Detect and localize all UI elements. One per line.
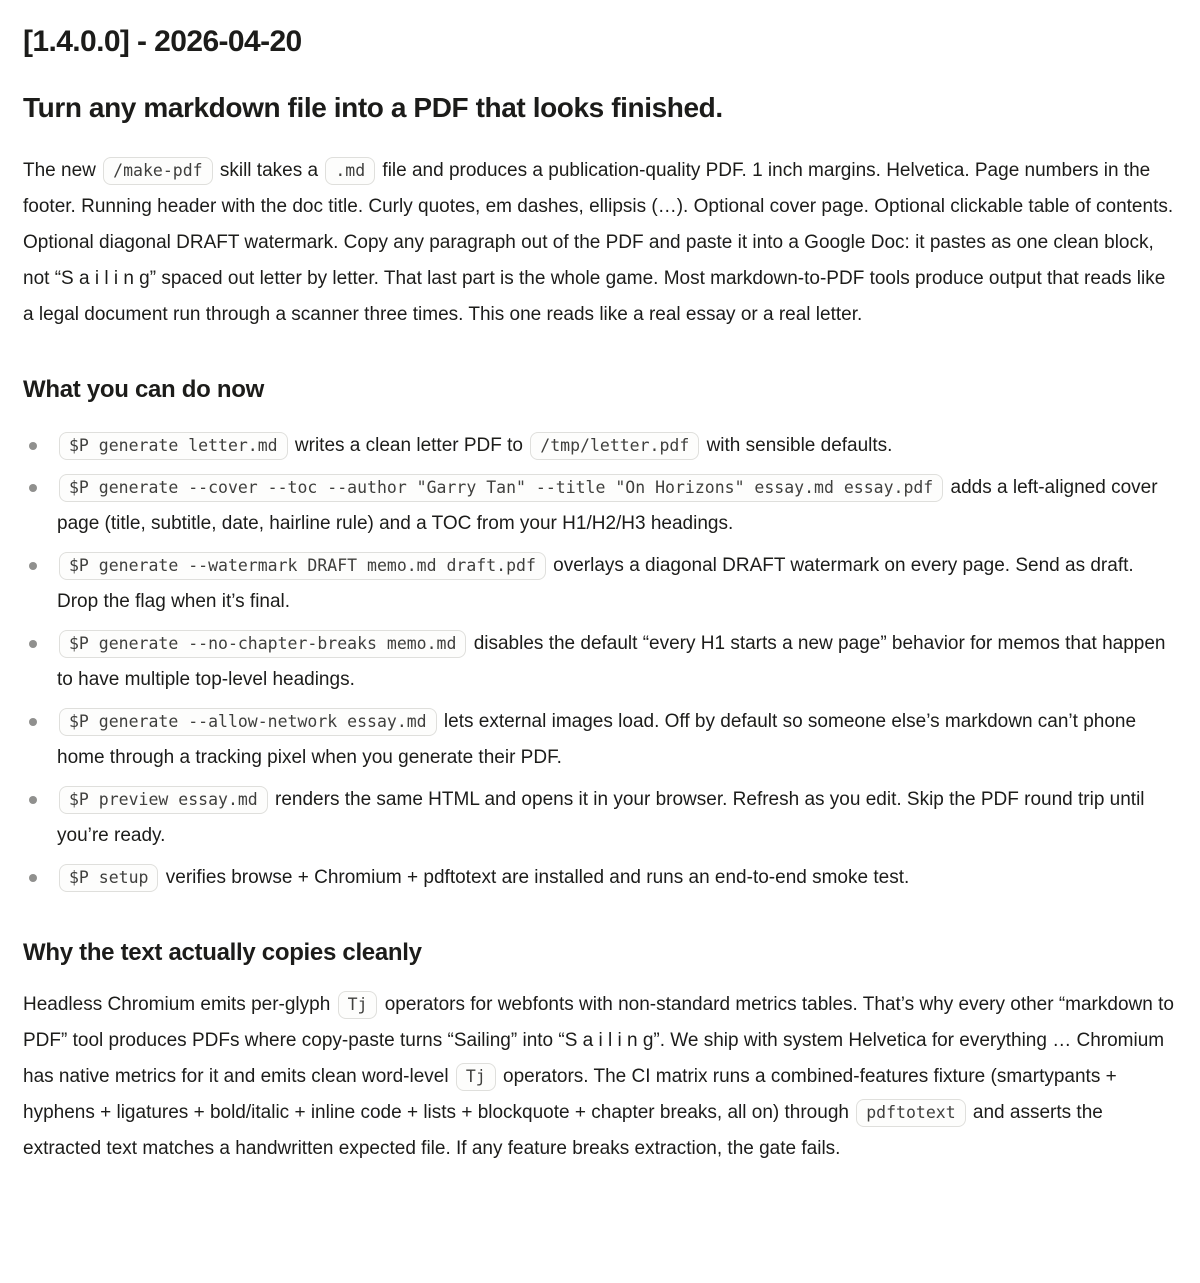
section-heading-why-the-text-copies-cleanly: Why the text actually copies cleanly [23,939,422,966]
inline-code: Tj [338,991,378,1019]
inline-code: /make-pdf [103,157,212,185]
inline-code: $P generate --no-chapter-breaks memo.md [59,630,466,658]
feature-list-item: $P setup verifies browse + Chromium + pdftotext are installed and runs an end-to-end smoke test. [23,860,1176,896]
inline-code: $P generate letter.md [59,432,288,460]
feature-list-item: $P generate --watermark DRAFT memo.md draft.pdf overlays a diagonal DRAFT watermark on every page. Send as draft. Drop the flag when it’s final. [23,548,1176,620]
feature-list-item: $P preview essay.md renders the same HTML and opens it in your browser. Refresh as you edit. Skip the PDF round trip until you’re ready. [23,782,1176,854]
inline-code: pdftotext [856,1099,965,1127]
inline-code: $P generate --allow-network essay.md [59,708,437,736]
inline-code: Tj [456,1063,496,1091]
feature-list-item: $P generate --cover --toc --author "Garry Tan" --title "On Horizons" essay.md essay.pdf adds a left-aligned cover page (title, subtitle, date, hairline rule) and a TOC from your H1/H2/H3 headings. [23,470,1176,542]
inline-code: $P generate --watermark DRAFT memo.md draft.pdf [59,552,546,580]
feature-list-item: $P generate --no-chapter-breaks memo.md disables the default “every H1 starts a new page” behavior for memos that happen to have multiple top-level headings. [23,626,1176,698]
copy-cleanly-paragraph: Headless Chromium emits per-glyph Tj operators for webfonts with non-standard metrics tables. That’s why every other “markdown to PDF” tool produces PDFs where copy-paste turns “Sailing” into “S a i l i n g”. We ship with system Helvetica for everything … Chromium has native metrics for it and emits clean word-level Tj operators. The CI matrix runs a combined-features fixture (smartypants + hyphens + ligatures + bold/italic + inline code + lists + blockquote + chapter breaks, all on) through pdftotext and asserts the extracted text matches a handwritten expected file. If any feature breaks extraction, the gate fails. [23,987,1176,1167]
inline-code: $P generate --cover --toc --author "Garry Tan" --title "On Horizons" essay.md essay.pdf [59,474,943,502]
feature-list-item: $P generate --allow-network essay.md lets external images load. Off by default so someone else’s markdown can’t phone home through a tracking pixel when you generate their PDF. [23,704,1176,776]
inline-code: $P preview essay.md [59,786,268,814]
release-headline: Turn any markdown file into a PDF that looks finished. [23,92,723,123]
feature-list-item: $P generate letter.md writes a clean letter PDF to /tmp/letter.pdf with sensible defaults. [23,428,1176,464]
release-intro-paragraph: The new /make-pdf skill takes a .md file and produces a publication-quality PDF. 1 inch margins. Helvetica. Page numbers in the footer. Running header with the doc title. Curly quotes, em dashes, ellipsis (…). Optional cover page. Optional clickable table of contents. Optional diagonal DRAFT watermark. Copy any paragraph out of the PDF and paste it into a Google Doc: it pastes as one clean block, not “S a i l i n g” spaced out letter by letter. That last part is the whole game. Most markdown-to-PDF tools produce output that reads like a legal document run through a scanner three times. This one reads like a real essay or a real letter. [23,153,1176,333]
inline-code: /tmp/letter.pdf [530,432,699,460]
release-version-heading: [1.4.0.0] - 2026-04-20 [23,25,302,58]
inline-code: $P setup [59,864,158,892]
section-heading-what-you-can-do-now: What you can do now [23,376,264,403]
feature-list [23,428,1176,896]
inline-code: .md [325,157,375,185]
